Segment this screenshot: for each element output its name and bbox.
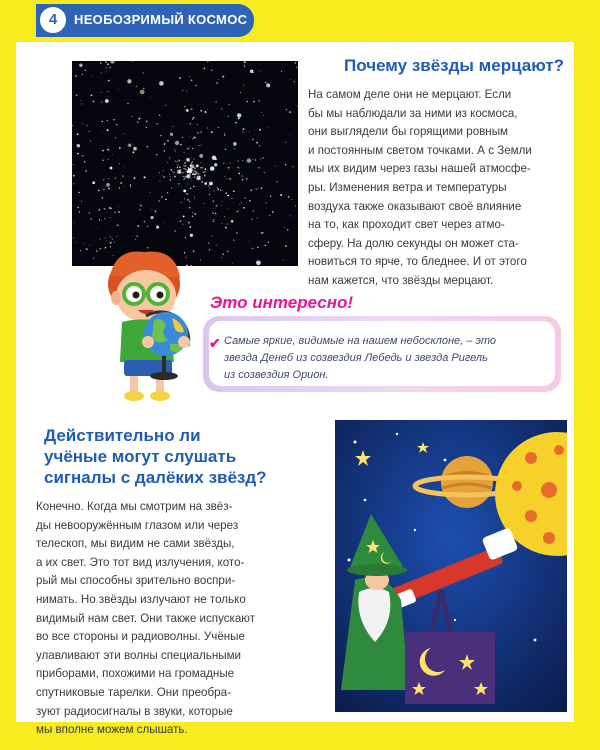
star-cluster-photo	[72, 61, 298, 266]
text-line: а их свет. Это тот вид излучения, кото-	[36, 555, 245, 569]
text-line: воздуха также оказывают своё влияние	[308, 199, 522, 213]
page-number: 4	[38, 5, 68, 35]
text-line: телескоп, мы видим не сами звёзды,	[36, 537, 235, 551]
text-line: во все стороны и радиоволны. Учёные	[36, 630, 245, 644]
question-2-title	[44, 425, 324, 488]
text-line: мы их видим через газы нашей атмосфе-	[308, 162, 531, 176]
text-line: из созвездия Орион.	[224, 369, 329, 381]
question-1-text	[308, 86, 558, 291]
text-line: бы мы наблюдали за ними из космоса,	[308, 106, 518, 120]
checkmark-icon: ✔	[209, 335, 221, 351]
frame-left	[0, 0, 16, 750]
title-line: учёные могут слушать	[44, 447, 237, 466]
text-line: звезда Денеб из созвездия Лебедь и звезда Ригель	[224, 352, 488, 364]
wizard-telescope-illustration	[335, 420, 567, 712]
text-line: видимый нам свет. Они также испускают	[36, 611, 256, 625]
fact-title: Это интересно!	[210, 293, 354, 312]
text-line: сферу. На долю секунды он может ста-	[308, 236, 519, 250]
title-line: Действительно ли	[44, 426, 201, 445]
text-line: и постоянным светом точками. А с Земли	[308, 143, 532, 157]
section-title: НЕОБОЗРИМЫЙ КОСМОС	[74, 12, 248, 27]
text-line: ры. Изменения ветра и температуры	[308, 180, 507, 194]
text-line: Самые яркие, видимые на нашем небосклоне, – это	[224, 335, 497, 347]
text-line: На самом деле они не мерцают. Если	[308, 88, 512, 101]
text-line: Конечно. Когда мы смотрим на звёз-	[36, 500, 233, 513]
question-2-text	[36, 498, 326, 740]
text-line: зуют радиосигналы в звуки, которые	[36, 704, 233, 718]
question-1-title: Почему звёзды мерцают?	[344, 56, 564, 75]
text-line: рый мы способны зрительно воспри-	[36, 574, 236, 588]
text-line: они выглядели бы горящими ровным	[308, 125, 509, 139]
text-line: новиться то ярче, то бледнее. И от этого	[308, 255, 527, 269]
text-line: приборами, похожими на громадные	[36, 667, 235, 681]
text-line: улавливают эти волны специальными	[36, 648, 242, 662]
text-line: на то, как проходит свет через атмо-	[308, 218, 505, 232]
text-line: нам кажется, что звёзды мерцают.	[308, 273, 494, 287]
text-line: мы вполне можем слышать.	[36, 723, 188, 737]
text-line: спутниковые тарелки. Они преобра-	[36, 685, 231, 699]
fact-text	[224, 333, 554, 384]
text-line: нимать. Но звёзды излучают не только	[36, 592, 246, 606]
title-line: сигналы с далёких звёзд?	[44, 468, 267, 487]
frame-right	[574, 0, 600, 750]
text-line: ды невооружённым глазом или через	[36, 518, 239, 532]
kid-with-globe-illustration	[96, 246, 206, 406]
